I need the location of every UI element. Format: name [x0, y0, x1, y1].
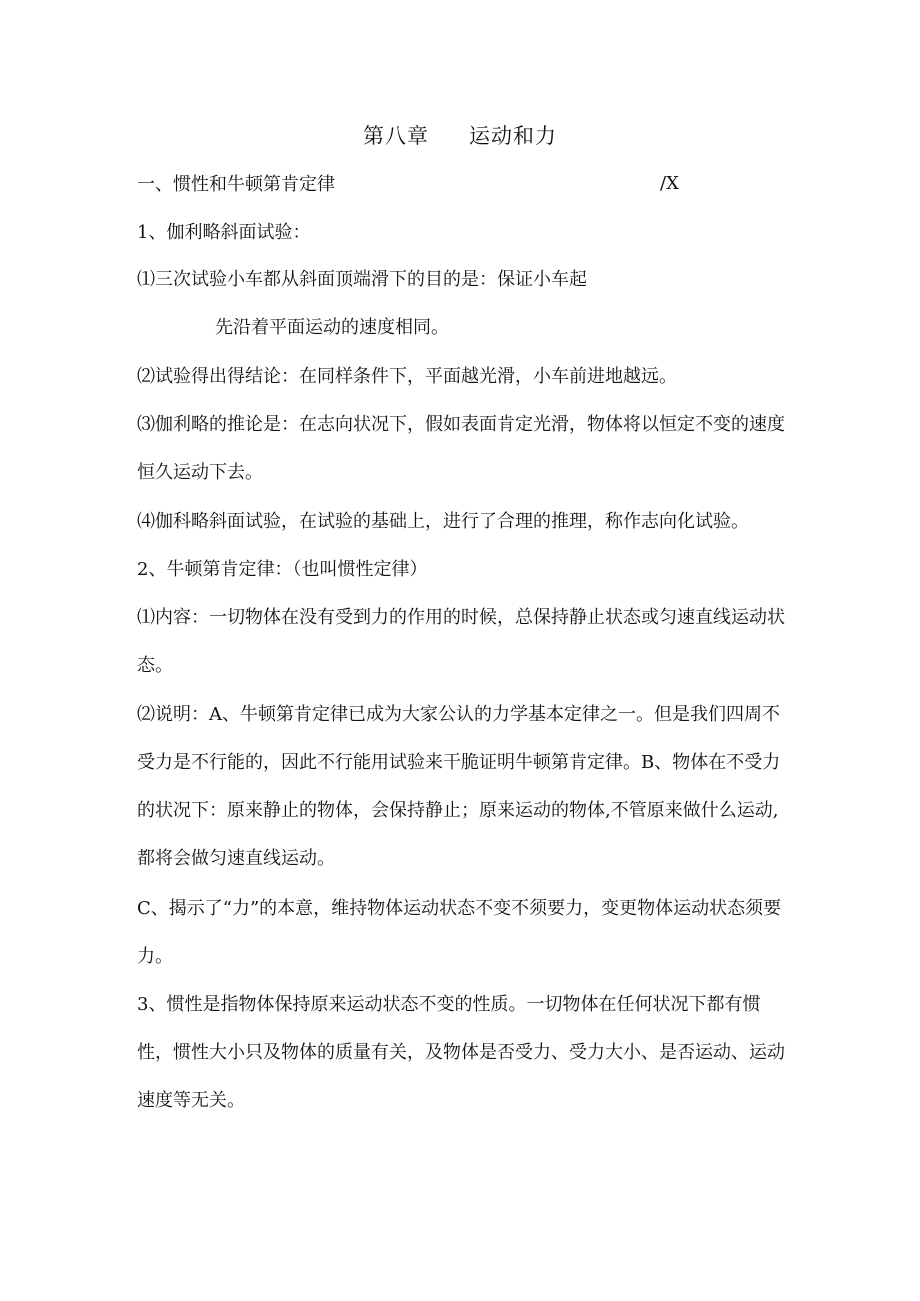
- item2-heading: 2、牛顿第肯定律：（也叫惯性定律）: [137, 559, 428, 580]
- margin-mark: /X: [660, 173, 679, 194]
- item1-p4: ⑷伽科略斜面试验，在试验的基础上，进行了合理的推理，称作志向化试验。: [137, 511, 749, 532]
- item1-p3: ⑶伽利略的推论是：在志向状况下，假如表面肯定光滑，物体将以恒定不变的速度恒久运动下去。: [137, 414, 785, 483]
- chapter-number: 第八章: [363, 124, 429, 148]
- item2-p2: ⑵说明：A、牛顿第肯定律已成为大家公认的力学基本定律之一。但是我们四周不受力是不行能的，因此不行能用试验来干脆证明牛顿第肯定律。B、物体在不受力的状况下：原来静止的物体，会保持静止；原来运动的物体,不管原来做什么运动,都将会做匀速直线运动。: [137, 704, 781, 869]
- chapter-title: [0, 120, 920, 150]
- item1-heading: 1、伽利略斜面试验：: [137, 222, 311, 243]
- item2-p1: ⑴内容：一切物体在没有受到力的作用的时候，总保持静止状态或匀速直线运动状态。: [137, 607, 785, 676]
- item1-p1-line1: ⑴三次试验小车都从斜面顶端滑下的目的是：保证小车起: [137, 269, 587, 290]
- item3-p1: 3、惯性是指物体保持原来运动状态不变的性质。一切物体在任何状况下都有惯性，惯性大小只及物体的质量有关，及物体是否受力、受力大小、是否运动、运动速度等无关。: [137, 994, 785, 1111]
- item2-p3: C、揭示了“力”的本意，维持物体运动状态不变不须要力，变更物体运动状态须要力。: [137, 898, 782, 967]
- item1-p2: ⑵试验得出得结论：在同样条件下，平面越光滑，小车前进地越远。: [137, 366, 677, 387]
- chapter-name: 运动和力: [469, 124, 557, 148]
- section-heading: 一、惯性和牛顿第肯定律: [137, 174, 335, 195]
- item1-p1-line2: 先沿着平面运动的速度相同。: [215, 317, 449, 338]
